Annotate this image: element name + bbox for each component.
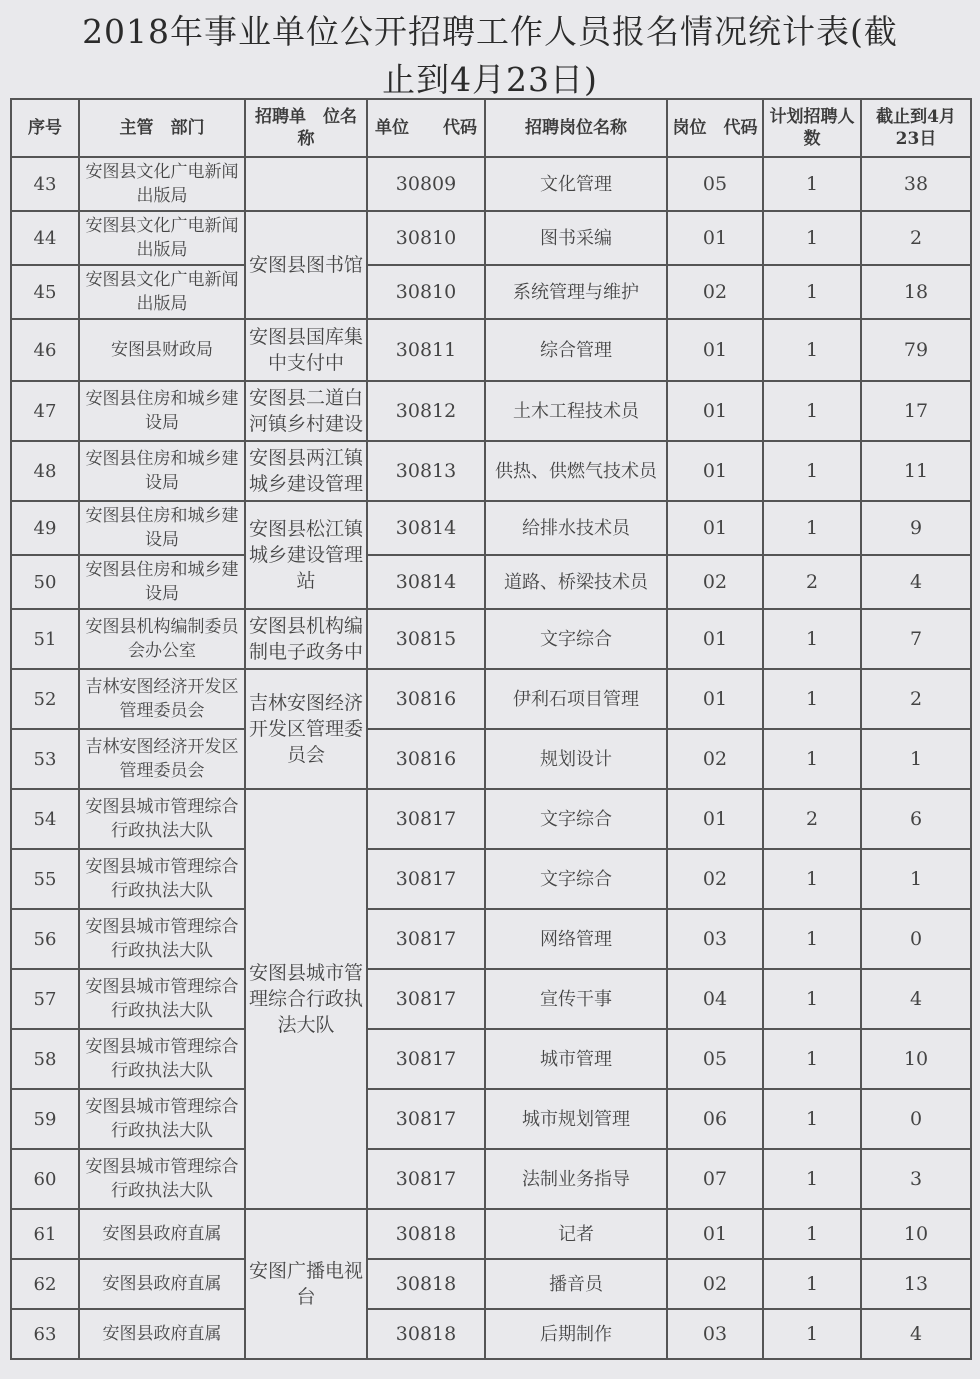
table-row (11, 501, 971, 555)
cell-plan: 1 (763, 441, 861, 501)
cell-post-name: 系统管理与维护 (485, 265, 667, 319)
cell-plan: 1 (763, 501, 861, 555)
cell-count: 1 (861, 849, 971, 909)
cell-post-name: 给排水技术员 (485, 501, 667, 555)
cell-post-code: 02 (667, 1259, 763, 1309)
cell-seq: 47 (11, 381, 79, 441)
cell-post-name: 网络管理 (485, 909, 667, 969)
cell-count: 0 (861, 1089, 971, 1149)
cell-post-name: 文字综合 (485, 789, 667, 849)
cell-post-code: 03 (667, 1309, 763, 1359)
cell-unit (245, 1209, 367, 1359)
cell-post-code: 07 (667, 1149, 763, 1209)
cell-post-name: 供热、供燃气技术员 (485, 441, 667, 501)
cell-plan: 1 (763, 381, 861, 441)
cell-post-name: 土木工程技术员 (485, 381, 667, 441)
cell-seq: 62 (11, 1259, 79, 1309)
cell-seq: 49 (11, 501, 79, 555)
cell-count: 17 (861, 381, 971, 441)
cell-dept: 安图县住房和城乡建设局 (79, 501, 245, 555)
cell-dept: 安图县政府直属 (79, 1309, 245, 1359)
cell-unit-code: 30811 (367, 319, 485, 381)
unit-egov: 安图县机构编制电子政务中 (249, 615, 363, 663)
cell-plan: 1 (763, 609, 861, 669)
cell-plan: 2 (763, 789, 861, 849)
cell-unit-code: 30815 (367, 609, 485, 669)
cell-plan: 1 (763, 1259, 861, 1309)
cell-seq: 45 (11, 265, 79, 319)
cell-post-name: 道路、桥梁技术员 (485, 555, 667, 609)
cell-count: 6 (861, 789, 971, 849)
cell-plan: 1 (763, 1209, 861, 1259)
cell-post-code: 02 (667, 555, 763, 609)
cell-post-code: 02 (667, 849, 763, 909)
table-row (11, 157, 971, 211)
cell-dept: 安图县政府直属 (79, 1259, 245, 1309)
cell-post-code: 02 (667, 729, 763, 789)
cell-dept: 安图县文化广电新闻出版局 (79, 265, 245, 319)
unit-liangjiang: 安图县两江镇城乡建设管理 (249, 447, 363, 495)
cell-dept: 吉林安图经济开发区管理委员会 (79, 729, 245, 789)
cell-seq: 44 (11, 211, 79, 265)
cell-count: 18 (861, 265, 971, 319)
cell-dept: 安图县住房和城乡建设局 (79, 381, 245, 441)
cell-post-code: 01 (667, 211, 763, 265)
table-row (11, 1029, 971, 1089)
cell-unit-code: 30817 (367, 969, 485, 1029)
cell-count: 7 (861, 609, 971, 669)
cell-plan: 1 (763, 157, 861, 211)
cell-count: 4 (861, 555, 971, 609)
cell-dept: 安图县城市管理综合行政执法大队 (79, 849, 245, 909)
cell-unit-code: 30818 (367, 1209, 485, 1259)
table-row (11, 909, 971, 969)
cell-post-code: 05 (667, 157, 763, 211)
cell-seq: 51 (11, 609, 79, 669)
header-post-code: 岗位 代码 (667, 99, 763, 157)
cell-plan: 1 (763, 909, 861, 969)
cell-plan: 1 (763, 265, 861, 319)
cell-post-code: 06 (667, 1089, 763, 1149)
cell-plan: 1 (763, 319, 861, 381)
cell-post-name: 图书采编 (485, 211, 667, 265)
cell-plan: 1 (763, 669, 861, 729)
cell-dept: 安图县城市管理综合行政执法大队 (79, 909, 245, 969)
header-count: 截止到4月23日 (861, 99, 971, 157)
cell-plan: 1 (763, 849, 861, 909)
table-row (11, 555, 971, 609)
cell-unit-code: 30810 (367, 211, 485, 265)
table-row (11, 1259, 971, 1309)
cell-dept: 安图县文化广电新闻出版局 (79, 157, 245, 211)
cell-seq: 53 (11, 729, 79, 789)
header-dept: 主管 部门 (79, 99, 245, 157)
cell-unit-code: 30817 (367, 909, 485, 969)
table-row (11, 319, 971, 381)
table-row (11, 789, 971, 849)
cell-plan: 1 (763, 969, 861, 1029)
cell-unit-empty (245, 157, 367, 211)
cell-count: 38 (861, 157, 971, 211)
cell-plan: 2 (763, 555, 861, 609)
table-row (11, 609, 971, 669)
cell-post-name: 伊利石项目管理 (485, 669, 667, 729)
cell-seq: 63 (11, 1309, 79, 1359)
cell-seq: 56 (11, 909, 79, 969)
unit-econdev: 吉林安图经济开发区管理委员会 (249, 692, 363, 766)
cell-post-code: 05 (667, 1029, 763, 1089)
cell-post-code: 01 (667, 501, 763, 555)
header-plan: 计划招聘人数 (763, 99, 861, 157)
cell-unit-code: 30818 (367, 1309, 485, 1359)
cell-count: 2 (861, 669, 971, 729)
header-row (11, 99, 971, 157)
unit-treasury: 安图县国库集中支付中 (249, 326, 363, 374)
cell-plan: 1 (763, 1029, 861, 1089)
cell-seq: 54 (11, 789, 79, 849)
unit-broadcast: 安图广播电视台 (249, 1260, 363, 1308)
cell-unit (245, 501, 367, 609)
cell-post-code: 04 (667, 969, 763, 1029)
cell-dept: 安图县城市管理综合行政执法大队 (79, 1089, 245, 1149)
cell-unit-code: 30817 (367, 1149, 485, 1209)
cell-seq: 48 (11, 441, 79, 501)
header-unit-code: 单位 代码 (367, 99, 485, 157)
cell-post-name: 城市规划管理 (485, 1089, 667, 1149)
cell-seq: 58 (11, 1029, 79, 1089)
cell-plan: 1 (763, 729, 861, 789)
cell-dept: 安图县城市管理综合行政执法大队 (79, 1029, 245, 1089)
cell-dept: 安图县机构编制委员会办公室 (79, 609, 245, 669)
cell-post-name: 规划设计 (485, 729, 667, 789)
cell-seq: 60 (11, 1149, 79, 1209)
cell-unit-code: 30817 (367, 849, 485, 909)
table-row (11, 1209, 971, 1259)
cell-unit (245, 319, 367, 381)
cell-count: 4 (861, 1309, 971, 1359)
cell-count: 10 (861, 1209, 971, 1259)
cell-unit-code: 30818 (367, 1259, 485, 1309)
document-title (0, 8, 980, 104)
cell-unit (245, 211, 367, 319)
cell-post-code: 01 (667, 669, 763, 729)
cell-post-code: 01 (667, 441, 763, 501)
table-row (11, 849, 971, 909)
cell-post-code: 01 (667, 381, 763, 441)
cell-count: 11 (861, 441, 971, 501)
cell-count: 0 (861, 909, 971, 969)
cell-dept: 安图县城市管理综合行政执法大队 (79, 789, 245, 849)
cell-seq: 55 (11, 849, 79, 909)
title-line-2: 止到4月23日) (382, 60, 598, 99)
table-row (11, 1089, 971, 1149)
title-line-1: 2018年事业单位公开招聘工作人员报名情况统计表(截 (82, 12, 898, 51)
cell-post-name: 记者 (485, 1209, 667, 1259)
cell-unit (245, 609, 367, 669)
table-row (11, 441, 971, 501)
table-row (11, 1309, 971, 1359)
recruitment-table (10, 98, 972, 1360)
cell-seq: 50 (11, 555, 79, 609)
cell-dept: 安图县城市管理综合行政执法大队 (79, 969, 245, 1029)
cell-seq: 61 (11, 1209, 79, 1259)
header-post-name: 招聘岗位名称 (485, 99, 667, 157)
cell-unit-code: 30816 (367, 669, 485, 729)
cell-dept: 安图县政府直属 (79, 1209, 245, 1259)
cell-dept: 安图县住房和城乡建设局 (79, 441, 245, 501)
cell-post-code: 01 (667, 789, 763, 849)
cell-post-code: 01 (667, 319, 763, 381)
cell-plan: 1 (763, 1149, 861, 1209)
cell-post-code: 02 (667, 265, 763, 319)
cell-plan: 1 (763, 211, 861, 265)
cell-unit-code: 30813 (367, 441, 485, 501)
cell-plan: 1 (763, 1309, 861, 1359)
cell-unit (245, 789, 367, 1209)
cell-count: 10 (861, 1029, 971, 1089)
cell-post-name: 法制业务指导 (485, 1149, 667, 1209)
cell-seq: 57 (11, 969, 79, 1029)
cell-post-name: 文字综合 (485, 609, 667, 669)
cell-dept: 安图县住房和城乡建设局 (79, 555, 245, 609)
cell-plan: 1 (763, 1089, 861, 1149)
cell-unit (245, 441, 367, 501)
cell-unit-code: 30817 (367, 1029, 485, 1089)
cell-seq: 46 (11, 319, 79, 381)
cell-post-code: 01 (667, 1209, 763, 1259)
header-unit: 招聘单 位名称 (245, 99, 367, 157)
header-seq: 序号 (11, 99, 79, 157)
cell-count: 4 (861, 969, 971, 1029)
cell-unit-code: 30810 (367, 265, 485, 319)
cell-unit-code: 30809 (367, 157, 485, 211)
cell-post-name: 城市管理 (485, 1029, 667, 1089)
table-row (11, 969, 971, 1029)
cell-count: 79 (861, 319, 971, 381)
cell-unit-code: 30817 (367, 1089, 485, 1149)
cell-seq: 43 (11, 157, 79, 211)
cell-count: 3 (861, 1149, 971, 1209)
cell-post-name: 文化管理 (485, 157, 667, 211)
cell-dept: 安图县文化广电新闻出版局 (79, 211, 245, 265)
table-row (11, 211, 971, 265)
cell-post-code: 01 (667, 609, 763, 669)
unit-erdaobaihe: 安图县二道白河镇乡村建设 (249, 387, 363, 435)
cell-post-code: 03 (667, 909, 763, 969)
cell-unit (245, 669, 367, 789)
cell-post-name: 文字综合 (485, 849, 667, 909)
cell-unit-code: 30812 (367, 381, 485, 441)
cell-dept: 吉林安图经济开发区管理委员会 (79, 669, 245, 729)
cell-count: 9 (861, 501, 971, 555)
cell-count: 1 (861, 729, 971, 789)
cell-dept: 安图县城市管理综合行政执法大队 (79, 1149, 245, 1209)
cell-unit-code: 30814 (367, 501, 485, 555)
cell-seq: 59 (11, 1089, 79, 1149)
table-row (11, 1149, 971, 1209)
cell-unit (245, 381, 367, 441)
unit-library: 安图县图书馆 (249, 254, 363, 276)
table-row (11, 265, 971, 319)
cell-seq: 52 (11, 669, 79, 729)
unit-cityadmin: 安图县城市管理综合行政执法大队 (249, 962, 363, 1036)
cell-post-name: 综合管理 (485, 319, 667, 381)
cell-post-name: 播音员 (485, 1259, 667, 1309)
cell-unit-code: 30816 (367, 729, 485, 789)
table-row (11, 669, 971, 729)
table-row (11, 729, 971, 789)
table-row (11, 381, 971, 441)
cell-count: 13 (861, 1259, 971, 1309)
cell-count: 2 (861, 211, 971, 265)
cell-post-name: 宣传干事 (485, 969, 667, 1029)
cell-unit-code: 30817 (367, 789, 485, 849)
cell-dept: 安图县财政局 (79, 319, 245, 381)
cell-post-name: 后期制作 (485, 1309, 667, 1359)
unit-songjiang: 安图县松江镇城乡建设管理站 (249, 518, 363, 592)
cell-unit-code: 30814 (367, 555, 485, 609)
